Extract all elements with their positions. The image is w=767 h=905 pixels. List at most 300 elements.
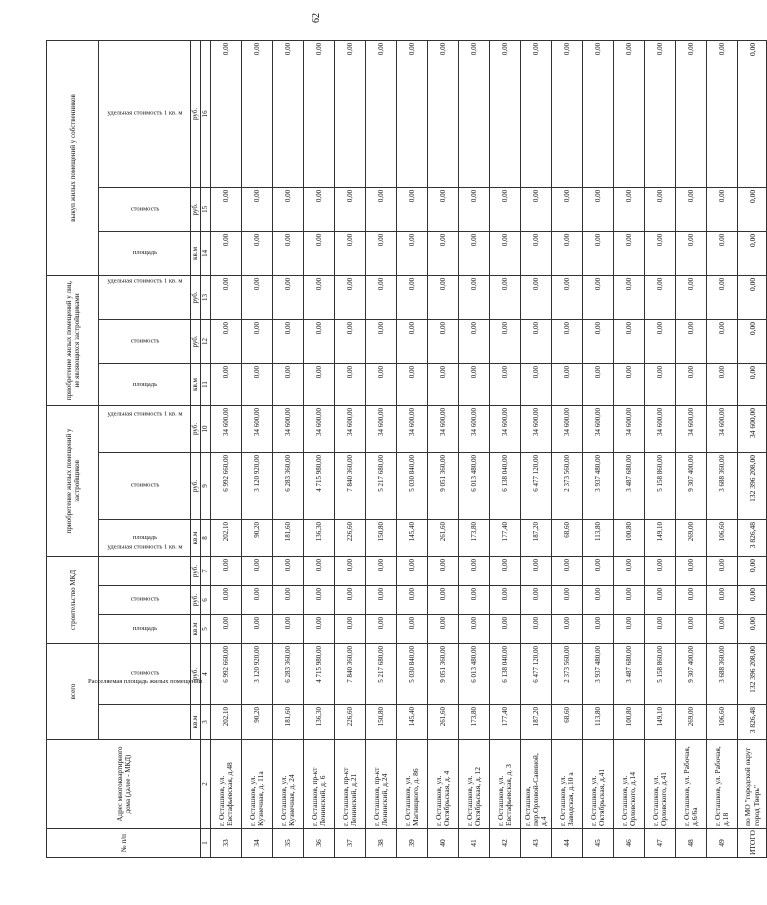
row-buyout-unit: 0,00 xyxy=(521,40,552,187)
row-constr-area: 0,00 xyxy=(366,614,397,643)
row-total-cost: 3 487 680,00 xyxy=(614,643,645,704)
row-nondev-area: 0,00 xyxy=(459,363,490,405)
row-constr-unit: 0,00 xyxy=(428,556,459,585)
header-construction: строительство МКД xyxy=(47,556,99,643)
row-buyout-area: 0,00 xyxy=(397,231,428,275)
row-dev-unit: 34 600,00 xyxy=(273,405,304,452)
row-constr-unit: 0,00 xyxy=(521,556,552,585)
table-row xyxy=(459,40,490,857)
row-total-area: 150,80 xyxy=(366,705,397,740)
row-nondev-area: 0,00 xyxy=(397,363,428,405)
row-buyout-area: 0,00 xyxy=(428,231,459,275)
row-total-cost: 7 840 360,00 xyxy=(335,643,366,704)
row-number: 37 xyxy=(335,829,366,858)
row-buyout-cost: 0,00 xyxy=(583,187,614,231)
row-constr-cost: 0,00 xyxy=(335,585,366,614)
table-row xyxy=(490,40,521,857)
row-buyout-cost: 0,00 xyxy=(521,187,552,231)
row-buyout-unit: 0,00 xyxy=(335,40,366,187)
row-nondev-unit: 0,00 xyxy=(273,275,304,319)
row-number: 42 xyxy=(490,829,521,858)
row-number: 44 xyxy=(552,829,583,858)
units-row xyxy=(191,40,201,857)
row-buyout-cost: 0,00 xyxy=(397,187,428,231)
row-constr-cost: 0,00 xyxy=(304,585,335,614)
subheader-constr-area: площадь xyxy=(99,614,191,643)
row-number: 43 xyxy=(521,829,552,858)
row-constr-cost: 0,00 xyxy=(242,585,273,614)
total-label: ИТОГО xyxy=(738,829,767,858)
row-constr-cost: 0,00 xyxy=(273,585,304,614)
row-buyout-cost: 0,00 xyxy=(242,187,273,231)
row-buyout-unit: 0,00 xyxy=(273,40,304,187)
row-nondev-unit: 0,00 xyxy=(366,275,397,319)
row-nondev-area: 0,00 xyxy=(428,363,459,405)
row-number: 36 xyxy=(304,829,335,858)
column-number-cell: 7 xyxy=(201,556,211,585)
column-number-cell: 11 xyxy=(201,363,211,405)
row-constr-cost: 0,00 xyxy=(583,585,614,614)
row-total-cost: 6 477 120,00 xyxy=(521,643,552,704)
total-nondev-unit: 0,00 xyxy=(738,275,767,319)
row-dev-area: 187,20 xyxy=(521,519,552,556)
row-nondev-cost: 0,00 xyxy=(490,319,521,363)
row-buyout-area: 0,00 xyxy=(335,231,366,275)
row-address: г. Осташков, ул. Кузнечная, д. 24 xyxy=(273,740,304,829)
row-nondev-area: 0,00 xyxy=(614,363,645,405)
table-row xyxy=(304,40,335,857)
unit-cell: кв.м xyxy=(191,363,201,405)
row-dev-area: 113,80 xyxy=(583,519,614,556)
row-total-area: 149,10 xyxy=(645,705,676,740)
row-constr-cost: 0,00 xyxy=(397,585,428,614)
total-nondev-area: 0,00 xyxy=(738,363,767,405)
row-constr-unit: 0,00 xyxy=(614,556,645,585)
row-total-area: 173,80 xyxy=(459,705,490,740)
row-nondev-cost: 0,00 xyxy=(242,319,273,363)
subheader-buyout-unit: удельная стоимость 1 кв. м xyxy=(99,40,191,187)
row-buyout-area: 0,00 xyxy=(676,231,707,275)
row-address: г. Осташков, ул. Орловского, д.41 xyxy=(645,740,676,829)
table-row xyxy=(707,40,738,857)
row-nondev-unit: 0,00 xyxy=(707,275,738,319)
subheader-constr-unit: удельная стоимость 1 кв. м xyxy=(99,556,191,585)
row-nondev-cost: 0,00 xyxy=(428,319,459,363)
row-nondev-area: 0,00 xyxy=(552,363,583,405)
row-nondev-area: 0,00 xyxy=(707,363,738,405)
row-total-area: 269,00 xyxy=(676,705,707,740)
row-constr-area: 0,00 xyxy=(521,614,552,643)
subheader-total-cost: стоимость xyxy=(99,643,191,704)
column-number-cell: 9 xyxy=(201,452,211,519)
row-total-area: 187,20 xyxy=(521,705,552,740)
row-buyout-unit: 0,00 xyxy=(707,40,738,187)
row-buyout-cost: 0,00 xyxy=(335,187,366,231)
row-buyout-unit: 0,00 xyxy=(428,40,459,187)
row-number: 41 xyxy=(459,829,490,858)
unit-cell: руб. xyxy=(191,275,201,319)
row-nondev-unit: 0,00 xyxy=(614,275,645,319)
row-constr-area: 0,00 xyxy=(490,614,521,643)
row-nondev-unit: 0,00 xyxy=(304,275,335,319)
row-address: г. Осташков, ул. Октябрьская, д.41 xyxy=(583,740,614,829)
row-buyout-cost: 0,00 xyxy=(676,187,707,231)
row-total-cost: 2 373 560,00 xyxy=(552,643,583,704)
row-total-cost: 6 013 480,00 xyxy=(459,643,490,704)
row-buyout-unit: 0,00 xyxy=(676,40,707,187)
subheader-buyout-cost: стоимость xyxy=(99,187,191,231)
table-row xyxy=(614,40,645,857)
row-buyout-cost: 0,00 xyxy=(273,187,304,231)
row-total-cost: 5 217 680,00 xyxy=(366,643,397,704)
row-address: г. Осташков, ул. Евстафьевская, д.48 xyxy=(211,740,242,829)
row-number: 39 xyxy=(397,829,428,858)
row-nondev-cost: 0,00 xyxy=(614,319,645,363)
row-dev-unit: 34 600,00 xyxy=(583,405,614,452)
row-dev-unit: 34 600,00 xyxy=(242,405,273,452)
row-buyout-area: 0,00 xyxy=(614,231,645,275)
unit-cell: кв.м xyxy=(191,614,201,643)
total-constr-unit: 0,00 xyxy=(738,556,767,585)
row-constr-unit: 0,00 xyxy=(366,556,397,585)
row-buyout-unit: 0,00 xyxy=(614,40,645,187)
row-buyout-cost: 0,00 xyxy=(645,187,676,231)
row-constr-unit: 0,00 xyxy=(304,556,335,585)
row-dev-area: 177,40 xyxy=(490,519,521,556)
unit-cell: кв.м xyxy=(191,705,201,740)
row-dev-unit: 34 600,00 xyxy=(676,405,707,452)
row-nondev-cost: 0,00 xyxy=(645,319,676,363)
row-nondev-area: 0,00 xyxy=(304,363,335,405)
row-nondev-unit: 0,00 xyxy=(459,275,490,319)
row-nondev-unit: 0,00 xyxy=(645,275,676,319)
unit-cell: кв.м xyxy=(191,519,201,556)
row-total-cost: 6 138 040,00 xyxy=(490,643,521,704)
row-constr-cost: 0,00 xyxy=(428,585,459,614)
row-buyout-unit: 0,00 xyxy=(583,40,614,187)
row-buyout-cost: 0,00 xyxy=(428,187,459,231)
row-buyout-area: 0,00 xyxy=(459,231,490,275)
row-number: 47 xyxy=(645,829,676,858)
row-constr-unit: 0,00 xyxy=(552,556,583,585)
row-dev-unit: 34 600,00 xyxy=(397,405,428,452)
row-constr-cost: 0,00 xyxy=(552,585,583,614)
total-municipality: по МО "городской округ город Тверь" xyxy=(738,740,767,829)
row-nondev-cost: 0,00 xyxy=(552,319,583,363)
row-number: 33 xyxy=(211,829,242,858)
row-dev-area: 100,80 xyxy=(614,519,645,556)
row-buyout-area: 0,00 xyxy=(242,231,273,275)
total-dev-cost: 132 396 208,00 xyxy=(738,452,767,519)
row-total-cost: 6 283 360,00 xyxy=(273,643,304,704)
row-dev-unit: 34 600,00 xyxy=(645,405,676,452)
row-dev-cost: 9 051 360,00 xyxy=(428,452,459,519)
row-address: г. Осташков, ул. Заводская, д.10 а xyxy=(552,740,583,829)
row-total-cost: 3 688 360,00 xyxy=(707,643,738,704)
column-number-cell: 1 xyxy=(201,829,211,858)
row-buyout-area: 0,00 xyxy=(707,231,738,275)
row-constr-unit: 0,00 xyxy=(335,556,366,585)
row-total-area: 202,10 xyxy=(211,705,242,740)
row-nondev-unit: 0,00 xyxy=(521,275,552,319)
row-total-area: 100,80 xyxy=(614,705,645,740)
row-nondev-area: 0,00 xyxy=(335,363,366,405)
row-constr-cost: 0,00 xyxy=(614,585,645,614)
row-address: г. Осташков, пр-кт Ленинский, д.24 xyxy=(366,740,397,829)
row-number: 34 xyxy=(242,829,273,858)
row-constr-unit: 0,00 xyxy=(707,556,738,585)
table-row xyxy=(397,40,428,857)
row-nondev-unit: 0,00 xyxy=(676,275,707,319)
total-buyout-cost: 0,00 xyxy=(738,187,767,231)
total-dev-unit: 34 600,00 xyxy=(738,405,767,452)
row-address: г. Осташков, ул. Евстафьевская, д. 3 xyxy=(490,740,521,829)
row-nondev-cost: 0,00 xyxy=(676,319,707,363)
row-constr-cost: 0,00 xyxy=(645,585,676,614)
row-buyout-unit: 0,00 xyxy=(459,40,490,187)
row-constr-cost: 0,00 xyxy=(211,585,242,614)
unit-cell: руб. xyxy=(191,556,201,585)
row-dev-unit: 34 600,00 xyxy=(366,405,397,452)
row-constr-unit: 0,00 xyxy=(645,556,676,585)
row-dev-area: 145,40 xyxy=(397,519,428,556)
subheader-constr-cost: стоимость xyxy=(99,585,191,614)
unit-cell: руб. xyxy=(191,319,201,363)
row-address: г. Осташков, ул. Рабочая, д.6/6а xyxy=(676,740,707,829)
row-dev-area: 202,10 xyxy=(211,519,242,556)
row-address: г. Осташков, ул. Кузнечная, д. 11а xyxy=(242,740,273,829)
row-nondev-area: 0,00 xyxy=(490,363,521,405)
header-acq-developers: приобретение жилых помещений у застройщиков xyxy=(47,405,99,556)
row-buyout-unit: 0,00 xyxy=(552,40,583,187)
row-dev-area: 68,60 xyxy=(552,519,583,556)
row-total-area: 106,60 xyxy=(707,705,738,740)
row-nondev-unit: 0,00 xyxy=(552,275,583,319)
header-acq-non-developers: приобретение жилых помещений у лиц, не являющихся застройщиками xyxy=(47,275,99,405)
subheader-dev-area: площадь xyxy=(99,519,191,556)
row-buyout-cost: 0,00 xyxy=(211,187,242,231)
row-dev-area: 106,60 xyxy=(707,519,738,556)
subheader-buyout-area: площадь xyxy=(99,231,191,275)
row-constr-unit: 0,00 xyxy=(397,556,428,585)
table-row xyxy=(428,40,459,857)
total-buyout-area: 0,00 xyxy=(738,231,767,275)
row-dev-cost: 5 217 680,00 xyxy=(366,452,397,519)
row-buyout-unit: 0,00 xyxy=(304,40,335,187)
row-dev-area: 226,60 xyxy=(335,519,366,556)
header-address: Адрес многоквартирного дома (далее - МКД) xyxy=(47,740,201,829)
column-number-cell: 6 xyxy=(201,585,211,614)
row-dev-area: 90,20 xyxy=(242,519,273,556)
unit-cell: руб. xyxy=(191,405,201,452)
row-buyout-unit: 0,00 xyxy=(366,40,397,187)
row-total-cost: 3 937 480,00 xyxy=(583,643,614,704)
subheader-nondev-area: площадь xyxy=(99,363,191,405)
row-nondev-unit: 0,00 xyxy=(490,275,521,319)
row-dev-unit: 34 600,00 xyxy=(428,405,459,452)
row-buyout-cost: 0,00 xyxy=(707,187,738,231)
table-row xyxy=(273,40,304,857)
total-area: 3 826,48 xyxy=(738,705,767,740)
column-number-cell: 2 xyxy=(201,740,211,829)
unit-cell: руб. xyxy=(191,643,201,704)
row-constr-area: 0,00 xyxy=(428,614,459,643)
row-constr-cost: 0,00 xyxy=(521,585,552,614)
resettlement-table xyxy=(46,40,767,858)
subheader-dev-cost: стоимость xyxy=(99,452,191,519)
row-number: 45 xyxy=(583,829,614,858)
column-number-cell: 14 xyxy=(201,231,211,275)
row-total-area: 261,60 xyxy=(428,705,459,740)
unit-cell: руб. xyxy=(191,40,201,187)
total-constr-cost: 0,00 xyxy=(738,585,767,614)
subheader-dev-unit: удельная стоимость 1 кв. м xyxy=(99,405,191,452)
row-address: г. Осташков, ул. Рабочая, д.18 xyxy=(707,740,738,829)
row-constr-area: 0,00 xyxy=(335,614,366,643)
row-buyout-cost: 0,00 xyxy=(304,187,335,231)
row-nondev-cost: 0,00 xyxy=(366,319,397,363)
table-row xyxy=(645,40,676,857)
column-number-cell: 4 xyxy=(201,643,211,704)
row-total-cost: 6 992 660,00 xyxy=(211,643,242,704)
row-nondev-area: 0,00 xyxy=(645,363,676,405)
row-dev-unit: 34 600,00 xyxy=(614,405,645,452)
row-total-area: 226,60 xyxy=(335,705,366,740)
header-buyout: выкуп жилых помещений у собственников xyxy=(47,40,99,275)
row-dev-unit: 34 600,00 xyxy=(521,405,552,452)
row-constr-area: 0,00 xyxy=(211,614,242,643)
row-buyout-unit: 0,00 xyxy=(397,40,428,187)
column-number-cell: 13 xyxy=(201,275,211,319)
row-total-area: 68,60 xyxy=(552,705,583,740)
row-constr-area: 0,00 xyxy=(645,614,676,643)
table-row xyxy=(211,40,242,857)
table-row xyxy=(583,40,614,857)
row-total-cost: 9 051 360,00 xyxy=(428,643,459,704)
row-constr-area: 0,00 xyxy=(707,614,738,643)
row-number: 49 xyxy=(707,829,738,858)
row-nondev-area: 0,00 xyxy=(273,363,304,405)
total-cost: 132 396 208,00 xyxy=(738,643,767,704)
row-address: г. Осташков, пр-кт Ленинский, д.21 xyxy=(335,740,366,829)
row-constr-unit: 0,00 xyxy=(211,556,242,585)
header-total: всего xyxy=(47,643,99,739)
total-nondev-cost: 0,00 xyxy=(738,319,767,363)
column-number-cell: 12 xyxy=(201,319,211,363)
table-row xyxy=(552,40,583,857)
table-row xyxy=(521,40,552,857)
rotated-table-wrapper xyxy=(46,42,761,858)
column-number-cell: 15 xyxy=(201,187,211,231)
row-constr-cost: 0,00 xyxy=(676,585,707,614)
page-number: 62 xyxy=(311,13,322,23)
row-constr-area: 0,00 xyxy=(397,614,428,643)
row-total-area: 181,60 xyxy=(273,705,304,740)
column-numbers-row xyxy=(201,40,211,857)
row-dev-area: 150,80 xyxy=(366,519,397,556)
row-constr-area: 0,00 xyxy=(242,614,273,643)
row-address: г. Осташков, ул. Октябрьская, д. 4 xyxy=(428,740,459,829)
row-constr-cost: 0,00 xyxy=(366,585,397,614)
row-dev-cost: 2 373 560,00 xyxy=(552,452,583,519)
row-buyout-unit: 0,00 xyxy=(645,40,676,187)
row-nondev-cost: 0,00 xyxy=(521,319,552,363)
row-constr-area: 0,00 xyxy=(552,614,583,643)
row-buyout-cost: 0,00 xyxy=(552,187,583,231)
table-row xyxy=(335,40,366,857)
row-buyout-area: 0,00 xyxy=(552,231,583,275)
row-nondev-unit: 0,00 xyxy=(428,275,459,319)
row-dev-area: 173,80 xyxy=(459,519,490,556)
row-dev-cost: 6 477 120,00 xyxy=(521,452,552,519)
unit-cell: руб. xyxy=(191,187,201,231)
row-constr-unit: 0,00 xyxy=(242,556,273,585)
row-constr-area: 0,00 xyxy=(459,614,490,643)
row-buyout-cost: 0,00 xyxy=(614,187,645,231)
row-dev-area: 136,30 xyxy=(304,519,335,556)
row-nondev-cost: 0,00 xyxy=(335,319,366,363)
row-dev-unit: 34 600,00 xyxy=(459,405,490,452)
row-dev-cost: 6 013 480,00 xyxy=(459,452,490,519)
row-nondev-cost: 0,00 xyxy=(304,319,335,363)
column-number-cell: 10 xyxy=(201,405,211,452)
row-constr-unit: 0,00 xyxy=(676,556,707,585)
table-row xyxy=(242,40,273,857)
row-dev-cost: 9 307 400,00 xyxy=(676,452,707,519)
row-total-area: 113,80 xyxy=(583,705,614,740)
row-total-area: 145,40 xyxy=(397,705,428,740)
row-total-area: 177,40 xyxy=(490,705,521,740)
total-row xyxy=(738,40,767,857)
row-dev-area: 261,60 xyxy=(428,519,459,556)
row-constr-area: 0,00 xyxy=(676,614,707,643)
unit-cell: руб. xyxy=(191,452,201,519)
row-constr-cost: 0,00 xyxy=(490,585,521,614)
row-nondev-cost: 0,00 xyxy=(583,319,614,363)
row-dev-cost: 5 158 860,00 xyxy=(645,452,676,519)
row-nondev-cost: 0,00 xyxy=(397,319,428,363)
row-constr-area: 0,00 xyxy=(614,614,645,643)
row-buyout-area: 0,00 xyxy=(521,231,552,275)
column-number-cell: 8 xyxy=(201,519,211,556)
row-address: г. Осташков, ул. Октябрьская, д. 12 xyxy=(459,740,490,829)
row-total-cost: 5 158 860,00 xyxy=(645,643,676,704)
row-nondev-area: 0,00 xyxy=(521,363,552,405)
subheader-evac-area: Расселяемая площадь жилых помещений xyxy=(99,705,191,740)
column-number-cell: 3 xyxy=(201,705,211,740)
row-nondev-area: 0,00 xyxy=(366,363,397,405)
row-dev-cost: 3 120 920,00 xyxy=(242,452,273,519)
row-address: г. Осташков, ул. Магницкого, д. 86 xyxy=(397,740,428,829)
row-buyout-cost: 0,00 xyxy=(366,187,397,231)
row-nondev-cost: 0,00 xyxy=(707,319,738,363)
row-number: 35 xyxy=(273,829,304,858)
row-dev-unit: 34 600,00 xyxy=(335,405,366,452)
row-dev-cost: 6 138 040,00 xyxy=(490,452,521,519)
row-total-cost: 4 715 980,00 xyxy=(304,643,335,704)
unit-cell: кв.м xyxy=(191,231,201,275)
table-row xyxy=(676,40,707,857)
row-buyout-unit: 0,00 xyxy=(242,40,273,187)
column-number-cell: 5 xyxy=(201,614,211,643)
row-nondev-area: 0,00 xyxy=(583,363,614,405)
column-number-cell: 16 xyxy=(201,40,211,187)
row-buyout-area: 0,00 xyxy=(366,231,397,275)
row-constr-unit: 0,00 xyxy=(459,556,490,585)
row-dev-unit: 34 600,00 xyxy=(552,405,583,452)
row-buyout-area: 0,00 xyxy=(304,231,335,275)
row-nondev-area: 0,00 xyxy=(211,363,242,405)
